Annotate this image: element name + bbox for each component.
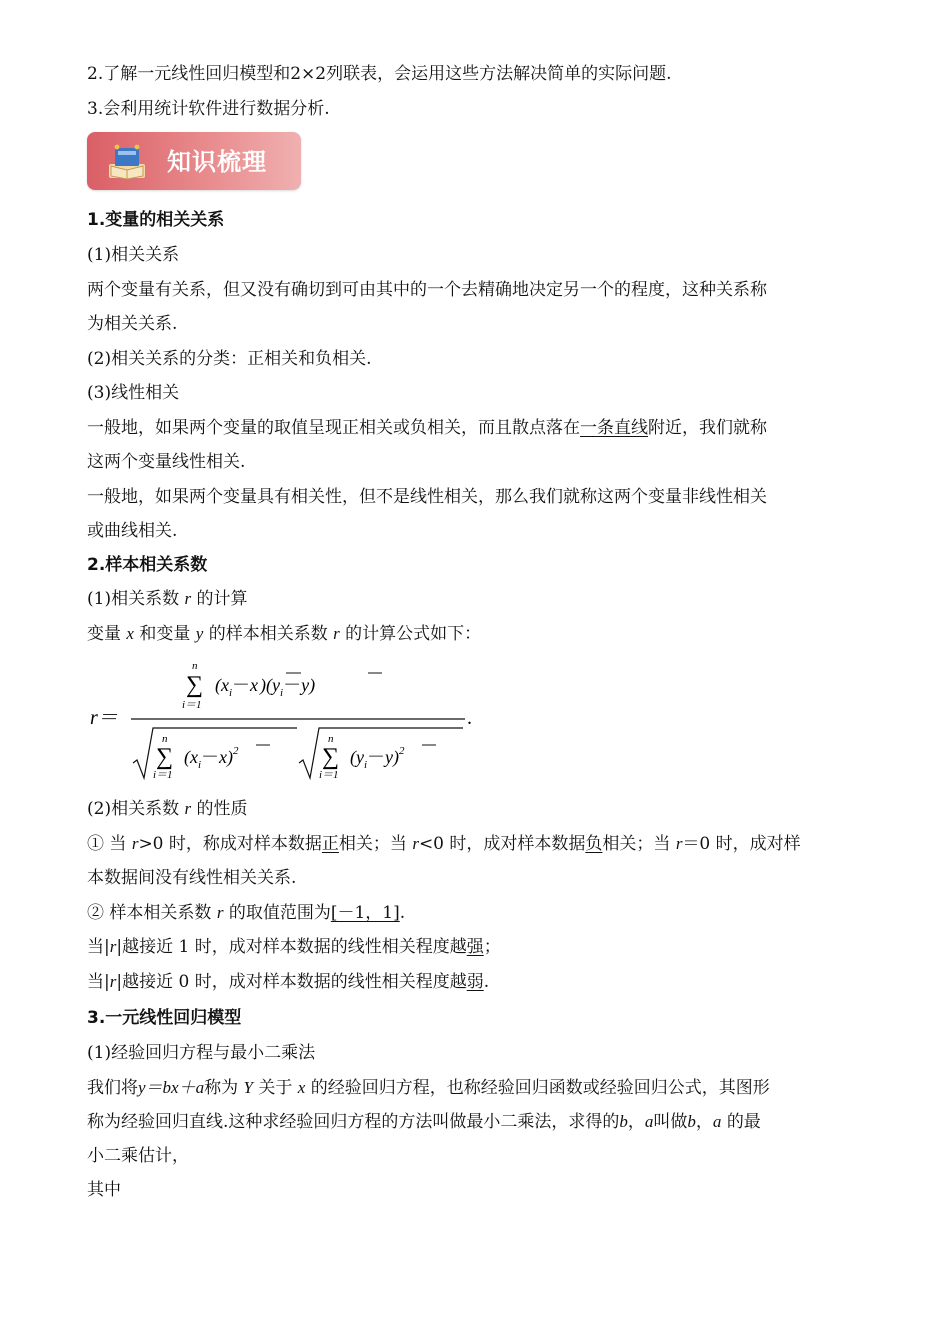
s2-prop4 bbox=[87, 970, 489, 994]
prop4-c: . bbox=[483, 972, 490, 992]
prop3-c: ； bbox=[483, 937, 501, 957]
var-b: b bbox=[687, 1112, 696, 1131]
var-r: r bbox=[184, 589, 192, 608]
s2-p1-title-a: (1)相关系数 bbox=[87, 589, 180, 609]
num-sum: ∑ bbox=[186, 672, 204, 698]
formula-lhs: r＝ bbox=[90, 707, 118, 729]
s1-p2: (2)相关关系的分类：正相关和负相关. bbox=[87, 349, 372, 369]
prop1-underline-positive: 正 bbox=[321, 834, 339, 854]
s3-line4: 其中 bbox=[87, 1180, 121, 1200]
den1-sum: ∑ bbox=[156, 744, 174, 770]
prop4-b: |越接近 0 时，成对样本数据的线性相关程度越 bbox=[116, 972, 467, 992]
var-x: x bbox=[126, 624, 134, 643]
prop1-underline-negative: 负 bbox=[585, 834, 603, 854]
s3-line1-d: 的经验回归方程，也称经验回归函数或经验回归公式，其图形 bbox=[310, 1078, 770, 1098]
s3-p1-title: (1)经验回归方程与最小二乘法 bbox=[87, 1043, 316, 1063]
var-x: x bbox=[297, 1078, 306, 1097]
s2-prop3 bbox=[87, 935, 501, 959]
s3-line1-c: 关于 bbox=[258, 1078, 293, 1098]
den2-lower: i＝1 bbox=[319, 769, 339, 781]
var-Y: Y bbox=[243, 1078, 253, 1097]
var-r: r bbox=[412, 834, 419, 853]
section-2-heading: 2.样本相关系数 bbox=[87, 555, 208, 575]
s1-p4-line1: 一般地，如果两个变量具有相关性，但不是线性相关，那么我们就称这两个变量非线性相关 bbox=[87, 487, 767, 507]
var-y: y bbox=[195, 624, 204, 643]
prop1-b: >0 时，称成对样本数据 bbox=[138, 834, 322, 854]
s2-p2-title-a: (2)相关系数 bbox=[87, 799, 180, 819]
s1-p1-line2: 为相关关系. bbox=[87, 314, 178, 334]
var-r: r bbox=[216, 903, 224, 922]
s3-line2-c: 叫做 bbox=[653, 1112, 688, 1132]
var-r: r bbox=[109, 937, 117, 956]
prop4-a: 当| bbox=[87, 972, 110, 992]
section-1-heading: 1.变量的相关关系 bbox=[87, 210, 225, 230]
s2-text-b: 和变量 bbox=[139, 624, 191, 644]
prop4-underline: 弱 bbox=[466, 972, 484, 992]
s3-line2-d: 的最 bbox=[726, 1112, 761, 1132]
s2-prop1-line2: 本数据间没有线性相关关系. bbox=[87, 868, 297, 888]
var-r: r bbox=[184, 799, 192, 818]
var-b: b bbox=[619, 1112, 628, 1131]
var-r: r bbox=[675, 834, 683, 853]
correlation-formula bbox=[87, 660, 507, 790]
s3-line1-b: 称为 bbox=[204, 1078, 239, 1098]
s2-text-a: 变量 bbox=[87, 624, 121, 644]
den1-lower: i＝1 bbox=[153, 769, 173, 781]
var-r: r bbox=[333, 624, 340, 643]
s1-p4-line2: 或曲线相关. bbox=[87, 521, 178, 541]
den1-body: $(x_i-x)^2$ bbox=[184, 745, 239, 771]
prop2-range: [－1，1] bbox=[330, 903, 400, 923]
den1-upper: n bbox=[162, 733, 168, 745]
s3-line2-sep2: ， bbox=[695, 1112, 713, 1132]
var-r: r bbox=[131, 834, 139, 853]
s1-p3-line2: 这两个变量线性相关. bbox=[87, 452, 246, 472]
s3-line1-a: 我们将 bbox=[87, 1078, 138, 1098]
s1-p3-line1 bbox=[87, 416, 767, 440]
section-3-heading: 3.一元线性回归模型 bbox=[87, 1008, 242, 1028]
prop1-e: 相关；当 bbox=[602, 834, 671, 854]
s3-line2-sep: ， bbox=[627, 1112, 645, 1132]
s2-p2-title bbox=[87, 797, 248, 821]
prop3-underline: 强 bbox=[466, 937, 484, 957]
num-body: ($x_i-x$ )$(y_i-y)$ bbox=[215, 675, 316, 699]
num-upper: n bbox=[192, 660, 198, 672]
var-r: r bbox=[109, 972, 117, 991]
var-a: a bbox=[644, 1112, 654, 1131]
s2-text-c: 的样本相关系数 bbox=[208, 624, 328, 644]
prop2-b: 的取值范围为 bbox=[228, 903, 331, 923]
regression-equation: y＝bx＋a bbox=[138, 1078, 205, 1097]
s3-line2-a: 称为经验回归直线.这种求经验回归方程的方法叫做最小二乘法，求得的 bbox=[87, 1112, 620, 1132]
den2-body: $(y_i-y)^2$ bbox=[350, 745, 405, 771]
s2-prop1-line1 bbox=[87, 832, 801, 856]
prop1-d: <0 时，成对样本数据 bbox=[418, 834, 586, 854]
prop1-c: 相关；当 bbox=[338, 834, 407, 854]
s2-text-d: 的计算公式如下： bbox=[345, 624, 482, 644]
s1-p3-title: (3)线性相关 bbox=[87, 383, 180, 403]
s1-p1-line1: 两个变量有关系，但又没有确切到可由其中的一个去精确地决定另一个的程度，这种关系称 bbox=[87, 280, 767, 300]
formula-period: . bbox=[467, 707, 472, 729]
num-lower: i＝1 bbox=[182, 699, 202, 711]
den2-upper: n bbox=[328, 733, 334, 745]
book-icon bbox=[107, 142, 147, 180]
knowledge-banner bbox=[87, 132, 301, 190]
prop3-b: |越接近 1 时，成对样本数据的线性相关程度越 bbox=[116, 937, 467, 957]
prop1-f: ＝0 时，成对样 bbox=[682, 834, 801, 854]
banner-title: 知识梳理 bbox=[167, 148, 267, 176]
s3-line3: 小二乘估计， bbox=[87, 1146, 189, 1166]
den2-sum: ∑ bbox=[322, 744, 340, 770]
s2-prop2 bbox=[87, 901, 405, 925]
s1-p3-underline: 一条直线 bbox=[580, 418, 648, 438]
var-a: a bbox=[712, 1112, 722, 1131]
s3-line2 bbox=[87, 1110, 761, 1134]
s2-p2-title-b: 的性质 bbox=[196, 799, 248, 819]
objective-2: 2.了解一元线性回归模型和2×2列联表，会运用这些方法解决简单的实际问题. bbox=[87, 64, 672, 84]
s2-p1-title bbox=[87, 587, 248, 611]
s1-p1-title: (1)相关关系 bbox=[87, 245, 180, 265]
s1-p3-text-b: 附近，我们就称 bbox=[648, 418, 767, 438]
prop3-a: 当| bbox=[87, 937, 110, 957]
objective-3: 3.会利用统计软件进行数据分析. bbox=[87, 99, 330, 119]
s2-p1-title-b: 的计算 bbox=[196, 589, 248, 609]
s3-line1 bbox=[87, 1076, 770, 1100]
prop2-c: . bbox=[399, 903, 406, 923]
prop1-a: ① 当 bbox=[87, 834, 127, 854]
s1-p3-text-a: 一般地，如果两个变量的取值呈现正相关或负相关，而且散点落在 bbox=[87, 418, 580, 438]
prop2-a: ② 样本相关系数 bbox=[87, 903, 212, 923]
s2-p1-line bbox=[87, 622, 481, 646]
